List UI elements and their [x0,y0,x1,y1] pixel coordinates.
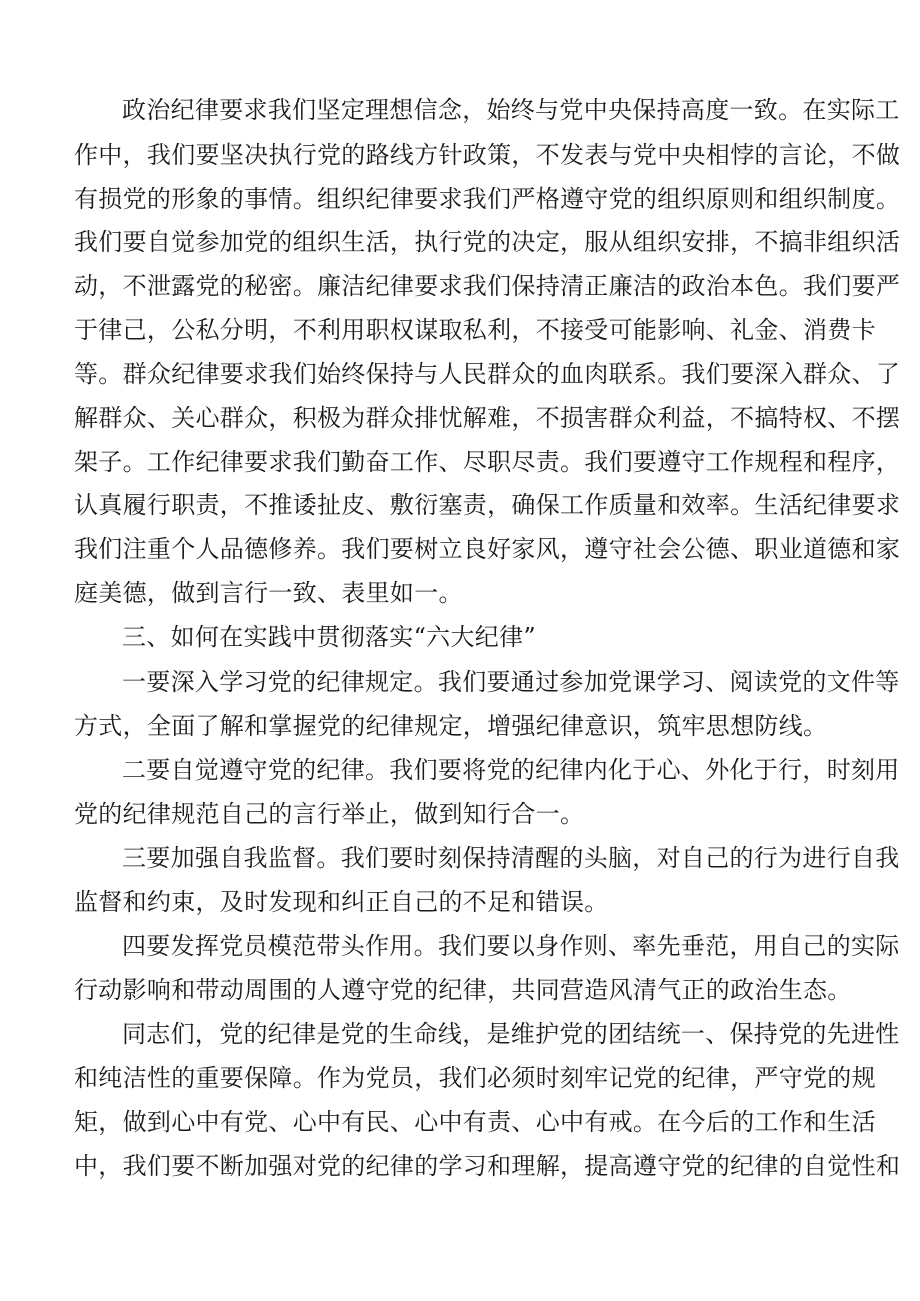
text-line: 党的纪律规范自己的言行举止，做到知行合一。 [74,800,585,828]
text-line: 同志们，党的纪律是党的生命线，是维护党的团结统一、保持党的先进性 [122,1020,900,1048]
text-line: 我们注重个人品德修养。我们要树立良好家风，遵守社会公德、职业道德和家 [74,535,901,563]
section-heading: 三、如何在实践中贯彻落实“六大纪律” [122,623,536,651]
text-line: 动，不泄露党的秘密。廉洁纪律要求我们保持清正廉洁的政治本色。我们要严 [74,272,901,300]
text-line: 我们要自觉参加党的组织生活，执行党的决定，服从组织安排，不搞非组织活 [74,228,901,256]
text-line: 方式，全面了解和掌握党的纪律规定，增强纪律意识，筑牢思想防线。 [74,712,828,740]
text-line: 矩，做到心中有党、心中有民、心中有责、心中有戒。在今后的工作和生活 [74,1108,876,1136]
text-line: 和纯洁性的重要保障。作为党员，我们必须时刻牢记党的纪律，严守党的规 [74,1064,876,1092]
text-line: 架子。工作纪律要求我们勤奋工作、尽职尽责。我们要遵守工作规程和程序， [74,448,901,476]
text-line: 行动影响和带动周围的人遵守党的纪律，共同营造风清气正的政治生态。 [74,976,852,1004]
text-line: 有损党的形象的事情。组织纪律要求我们严格遵守党的组织原则和组织制度。 [74,185,901,213]
text-line: 政治纪律要求我们坚定理想信念，始终与党中央保持高度一致。在实际工 [122,96,900,124]
text-line: 一要深入学习党的纪律规定。我们要通过参加党课学习、阅读党的文件等 [122,668,900,696]
text-line: 于律己，公私分明，不利用职权谋取私利，不接受可能影响、礼金、消费卡 [74,316,876,344]
text-line: 作中，我们要坚决执行党的路线方针政策，不发表与党中央相悖的言论，不做 [74,141,901,169]
text-line: 解群众、关心群众，积极为群众排忧解难，不损害群众利益，不搞特权、不摆 [74,404,901,432]
text-line: 等。群众纪律要求我们始终保持与人民群众的血肉联系。我们要深入群众、了 [74,360,901,388]
text-line: 庭美德，做到言行一致、表里如一。 [74,579,463,607]
text-line: 认真履行职责，不推诿扯皮、敷衍塞责，确保工作质量和效率。生活纪律要求 [74,491,901,519]
text-line: 监督和约束，及时发现和纠正自己的不足和错误。 [74,888,609,916]
text-line: 四要发挥党员模范带头作用。我们要以身作则、率先垂范，用自己的实际 [122,932,900,960]
text-line: 中，我们要不断加强对党的纪律的学习和理解，提高遵守党的纪律的自觉性和 [74,1152,901,1180]
text-line: 二要自觉遵守党的纪律。我们要将党的纪律内化于心、外化于行，时刻用 [122,756,900,784]
text-line: 三要加强自我监督。我们要时刻保持清醒的头脑，对自己的行为进行自我 [122,844,900,872]
